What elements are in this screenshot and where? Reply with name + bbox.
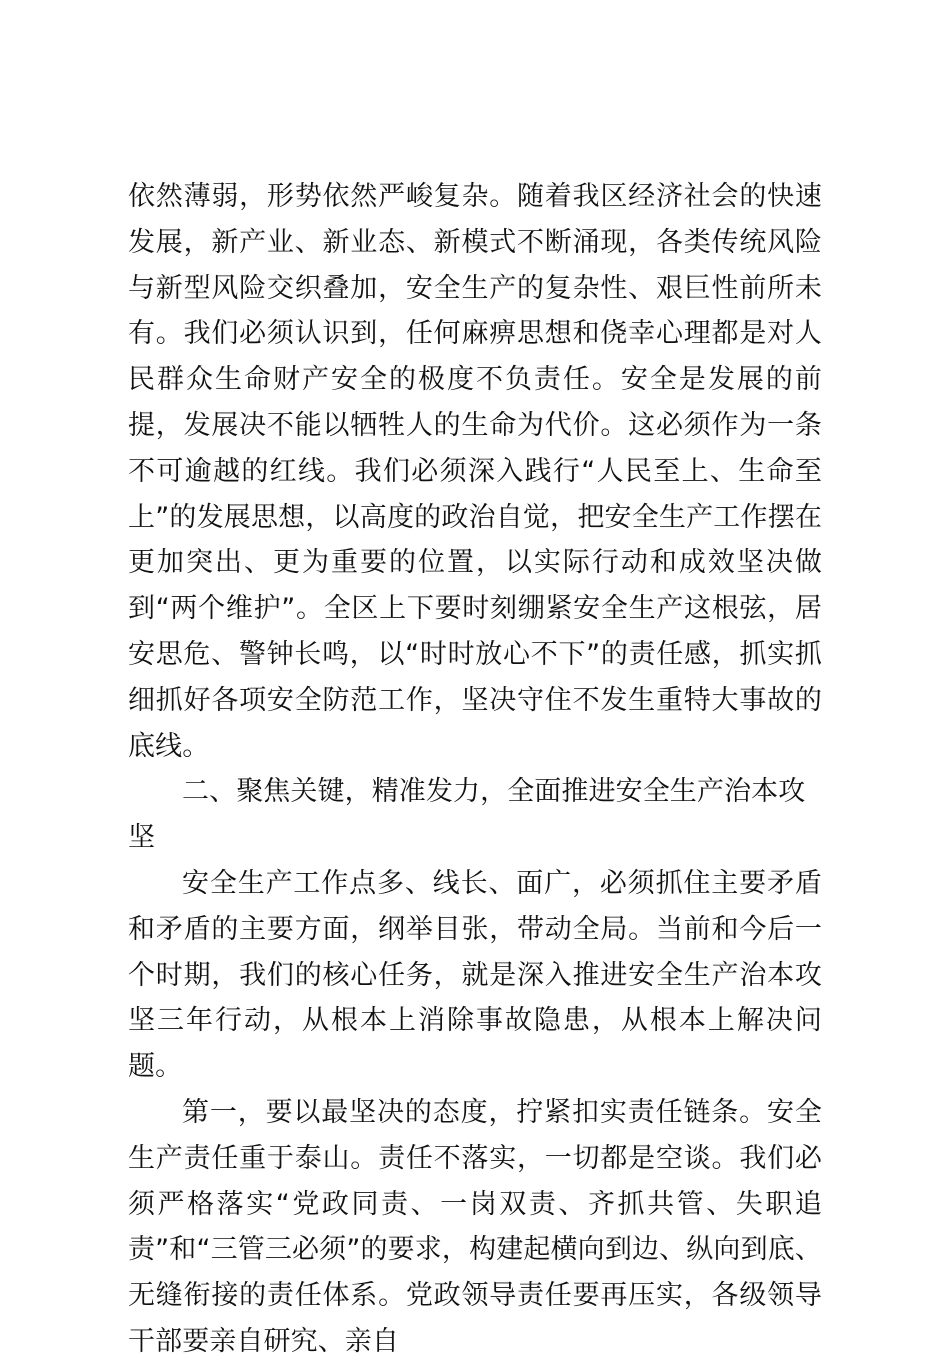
paragraph-safety-situation: 依然薄弱，形势依然严峻复杂。随着我区经济社会的快速发展，新产业、新业态、新模式不断涌现，各类传统风险与新型风险交织叠加，安全生产的复杂性、艰巨性前所未有。我们必须认识到，任何麻痹思想和侥幸心理都是对人民群众生命财产安全的极度不负责任。安全是发展的前提，发展决不能以牺牲人的生命为代价。这必须作为一条不可逾越的红线。我们必须深入践行“人民至上、生命至上”的发展思想，以高度的政治自觉，把安全生产工作摆在更加突出、更为重要的位置，以实际行动和成效坚决做到“两个维护”。全区上下要时刻绷紧安全生产这根弦，居安思危、警钟长鸣，以“时时放心不下”的责任感，抓实抓细抓好各项安全防范工作，坚决守住不发生重特大事故的底线。 [128,181,822,762]
paragraph-key-tasks: 安全生产工作点多、线长、面广，必须抓住主要矛盾和矛盾的主要方面，纲举目张，带动全局。当前和今后一个时期，我们的核心任务，就是深入推进安全生产治本攻坚三年行动，从根本上消除事故隐患，从根本上解决问题。 [128,867,822,1083]
document-body [128,174,822,1365]
paragraph-responsibility-chain: 第一，要以最坚决的态度，拧紧扣实责任链条。安全生产责任重于泰山。责任不落实，一切都是空谈。我们必须严格落实“党政同责、一岗双责、齐抓共管、失职追责”和“三管三必须”的要求，构建起横向到边、纵向到底、无缝衔接的责任体系。党政领导责任要再压实，各级领导干部要亲自研究、亲自 [128,1096,822,1357]
section-heading-two: 二、聚焦关键，精准发力，全面推进安全生产治本攻坚 [128,776,806,854]
